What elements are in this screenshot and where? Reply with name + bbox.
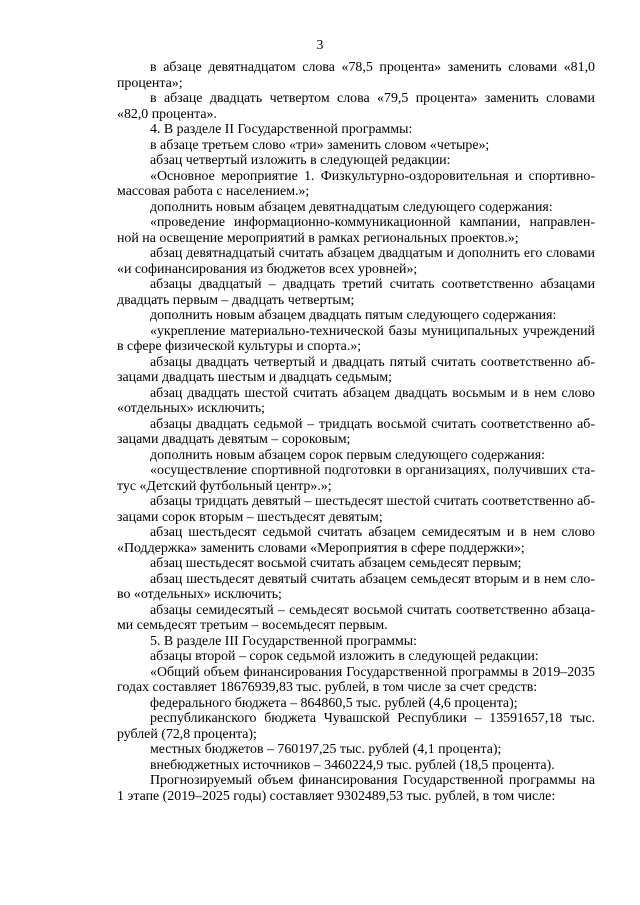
paragraph: Прогнозируемый объем финансирования Государственной программы на 1 этапе (2019–2025 годы) составляет 9302489,53 тыс. рублей, в том числе: (117, 773, 595, 804)
paragraph: абзац шестьдесят восьмой считать абзацем семьдесят первым; (150, 556, 522, 571)
paragraph: дополнить новым абзацем двадцать пятым следующего содержания: (150, 308, 557, 323)
paragraph: в абзаце двадцать четвертом слова «79,5 процента» заменить словами «82,0 процента». (117, 91, 595, 122)
paragraph: абзацы двадцать четвертый и двадцать пятый считать соответственно абзацами двадцать шестым и двадцать седьмым; (117, 354, 595, 385)
paragraph: «Общий объем финансирования Государственной программы в 2019–2035 годах составляет 18676939,83 тыс. рублей, в том числе за счет средств: (117, 664, 595, 695)
paragraph: абзацы тридцать девятый – шестьдесят шестой считать соответственно абзацами сорок вторым – шестьдесят девятым; (117, 494, 595, 525)
paragraph: абзац двадцать шестой считать абзацем двадцать восьмым и в нем слово «отдельных» исключить; (117, 385, 595, 416)
paragraph: 4. В разделе II Государственной программы: (150, 122, 413, 137)
paragraph: абзац шестьдесят девятый считать абзацем семьдесят вторым и в нем слово «отдельных» исключить; (117, 571, 595, 602)
paragraph: федерального бюджета – 864860,5 тыс. рублей (4,6 процента); (150, 695, 518, 711)
paragraph: абзац шестьдесят седьмой считать абзацем семидесятым и в нем слово «Поддержка» заменить словами «Мероприятия в сфере поддержки»; (117, 525, 595, 556)
paragraph: дополнить новым абзацем девятнадцатым следующего содержания: (150, 199, 553, 215)
paragraph: абзацы двадцатый – двадцать третий считать соответственно абзацами двадцать первым – двадцать четвертым; (117, 277, 595, 308)
paragraph: абзац девятнадцатый считать абзацем двадцатым и дополнить его словами «и софинансирования из бюджетов всех уровней»; (117, 246, 595, 277)
paragraph: «проведение информационно-коммуникационной кампании, направленной на освещение мероприятий в рамках региональных проектов.»; (117, 215, 595, 246)
paragraph: «укрепление материально-технической базы муниципальных учреждений в сфере физической культуры и спорта.»; (117, 323, 595, 354)
paragraph: местных бюджетов – 760197,25 тыс. рублей (4,1 процента); (150, 742, 502, 757)
paragraph: абзац четвертый изложить в следующей редакции: (150, 153, 451, 168)
paragraph: республиканского бюджета Чувашской Республики – 13591657,18 тыс. рублей (72,8 процента); (117, 711, 595, 742)
paragraph: абзацы второй – сорок седьмой изложить в следующей редакции: (150, 649, 539, 664)
paragraph: внебюджетных источников – 3460224,9 тыс. рублей (18,5 процента). (150, 757, 555, 773)
paragraph: абзацы семидесятый – семьдесят восьмой считать соответственно абзацами семьдесят третьим – восемьдесят первым. (117, 602, 595, 633)
page-number: 3 (316, 37, 324, 52)
document-body (117, 60, 595, 804)
paragraph: «Основное мероприятие 1. Физкультурно-оздоровительная и спортивно-массовая работа с населением.»; (117, 168, 595, 199)
paragraph: в абзаце третьем слово «три» заменить словом «четыре»; (150, 137, 490, 153)
paragraph: 5. В разделе III Государственной программы: (150, 633, 417, 649)
paragraph: абзацы двадцать седьмой – тридцать восьмой считать соответственно абзацами двадцать девятым – сороковым; (117, 416, 595, 447)
paragraph: в абзаце девятнадцатом слова «78,5 процента» заменить словами «81,0 процента»; (117, 60, 595, 91)
paragraph: «осуществление спортивной подготовки в организациях, получивших статус «Детский футбольный центр».»; (117, 463, 595, 494)
paragraph: дополнить новым абзацем сорок первым следующего содержания: (150, 447, 545, 463)
